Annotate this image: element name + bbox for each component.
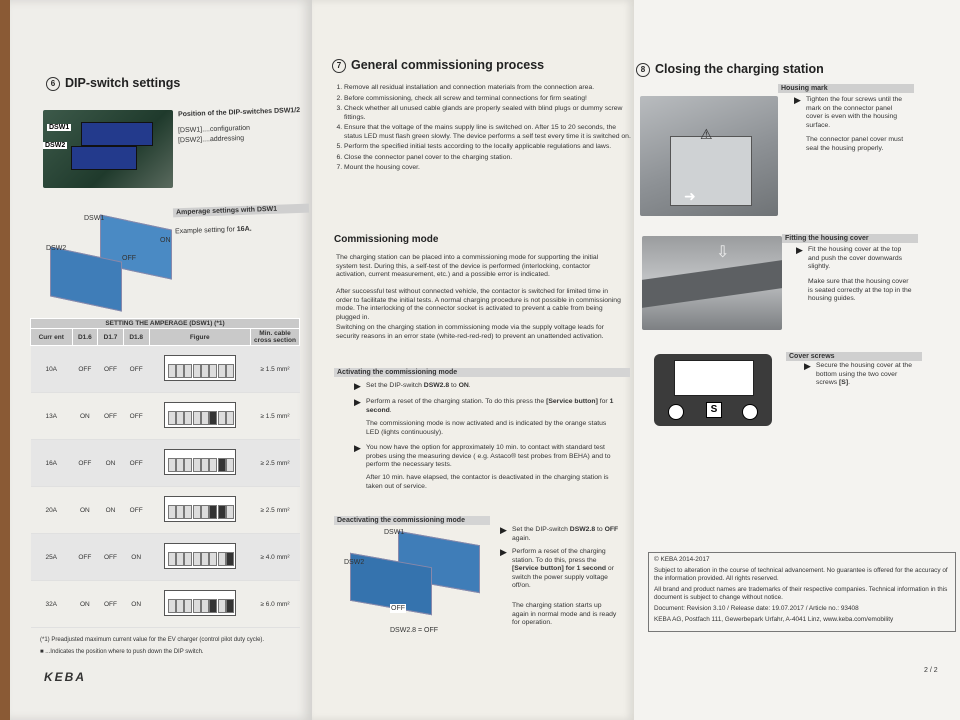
dip-switch-figure	[164, 543, 236, 569]
cell-current: 20A	[31, 487, 73, 534]
commissioning-para-1: The charging station can be placed into a commissioning mode for supporting the initial system test. During this, a self-test of the device is performed (interlocking, contactor activation, current measurement, etc.) and a possible error is indicated.	[336, 254, 599, 278]
diagram-label-off: OFF	[122, 255, 136, 262]
cell-current: 10A	[31, 346, 73, 393]
dip-switch-figure	[164, 590, 236, 616]
step-2: 2. Before commissioning, check all screw and terminal connections for firm seating!	[344, 95, 634, 104]
cell-d16: ON	[72, 581, 98, 628]
cell-current: 16A	[31, 440, 73, 487]
dip-switch-figure	[164, 355, 236, 381]
section-title-closing: 8 Closing the charging station	[636, 62, 824, 77]
dip-switch-photo	[43, 110, 173, 188]
footnote-2: ■ ...Indicates the position where to push down the DIP switch.	[40, 649, 204, 655]
cell-d18: OFF	[123, 440, 149, 487]
cell-current: 25A	[31, 534, 73, 581]
col-d16: D1.6	[72, 329, 98, 346]
col-figure: Figure	[149, 329, 250, 346]
cell-d18: OFF	[123, 393, 149, 440]
cell-cable: ≥ 6.0 mm²	[251, 581, 300, 628]
dsw1-description: [DSW1]....configuration	[177, 124, 251, 135]
housing-mark-note: The connector panel cover must seal the housing properly.	[806, 136, 904, 152]
commissioning-para-2: After successful test without connected vehicle, the contactor is switched for limited time in order to facilitate the initial tests. A normal charging procedure is not possible in commissioning mode. The interlocking of the connector socket is activated to prevent a cable from being plugged in.	[336, 288, 621, 321]
dsw2-description: [DSW2]....addressing	[177, 134, 245, 145]
step-5: 5. Perform the specified initial tests according to the locally applicable regulations and laws.	[344, 143, 634, 152]
cell-d16: ON	[72, 393, 98, 440]
cell-current: 32A	[31, 581, 73, 628]
cell-d17: OFF	[98, 581, 124, 628]
cell-d18: ON	[123, 581, 149, 628]
activate-note-1: The commissioning mode is now activated and is indicated by the orange status LED (lights continuously).	[366, 420, 607, 436]
deactivate-step-2: ▶ Perform a reset of the charging station. To do this, press the [Service button] for 1 second or switch the power supply voltage off/on.	[500, 547, 614, 589]
section-title-commissioning: 7 General commissioning process	[332, 58, 544, 73]
photo-label-dsw1: DSW1	[49, 124, 70, 131]
cell-d18: OFF	[123, 487, 149, 534]
deact-label-dsw2: DSW2	[344, 559, 365, 566]
fitting-cover-note: Make sure that the housing cover is seated correctly at the top in the housing guides.	[808, 278, 912, 302]
screw-s-label: S	[706, 402, 722, 418]
deactivate-note: The charging station starts up again in normal mode and is ready for operation.	[512, 602, 617, 626]
cell-d16: OFF	[72, 346, 98, 393]
diagram-label-dsw1: DSW1	[84, 215, 105, 222]
footnote-1: (*1) Preadjusted maximum current value for the EV charger (control pilot duty cycle).	[40, 637, 265, 643]
dip-diagram-dsw28-off	[340, 528, 490, 638]
table-row	[31, 581, 300, 628]
activate-step-1: ▶ Set the DIP-switch DSW2.8 to ON.	[354, 381, 471, 391]
cell-figure	[149, 581, 250, 628]
cover-screws-step: ▶ Secure the housing cover at the bottom using the two cover screws [S].	[804, 361, 912, 386]
cell-current: 13A	[31, 393, 73, 440]
dip-diagram-16a	[40, 214, 180, 314]
cover-screws-heading: Cover screws	[786, 352, 922, 361]
cover-screws-drawing	[654, 354, 772, 426]
table-row	[31, 487, 300, 534]
cell-d17: ON	[98, 440, 124, 487]
amperage-heading: Amperage settings with DSW1	[173, 204, 309, 218]
commissioning-steps	[330, 84, 634, 175]
col-d18: D1.8	[123, 329, 149, 346]
cell-cable: ≥ 1.5 mm²	[251, 346, 300, 393]
deactivate-step-1: ▶ Set the DIP-switch DSW2.8 to OFF again.	[500, 525, 619, 542]
page-number: 2 / 2	[924, 667, 938, 674]
section-title-dip: 6 DIP-switch settings	[46, 76, 180, 91]
cell-d17: OFF	[98, 534, 124, 581]
cell-cable: ≥ 2.5 mm²	[251, 440, 300, 487]
cell-figure	[149, 346, 250, 393]
fitting-cover-step: ▶ Fit the housing cover at the top and push the cover downwards slightly.	[796, 245, 903, 270]
legal-text-1: Subject to alteration in the course of technical advancement. No guarantee is offered for the accuracy of the information provided. All rights reserved.	[654, 567, 948, 582]
cell-d17: ON	[98, 487, 124, 534]
dip-switch-figure	[164, 449, 236, 475]
legal-text-2: All brand and product names are trademarks of their respective companies. Technical information in this document is subject to change without notice.	[654, 586, 948, 601]
housing-mark-step: ▶ Tighten the four screws until the mark on the connector panel cover is even with the housing surface.	[794, 95, 903, 129]
table-title: SETTING THE AMPERAGE (DSW1) (*1)	[31, 319, 300, 329]
document-info: Document: Revision 3.10 / Release date: 19.07.2017 / Article no.: 93408	[654, 605, 859, 612]
dip-switch-panel	[10, 0, 312, 720]
step-3: 3. Check whether all unused cable glands are properly sealed with blind plugs or dummy screw fittings.	[344, 105, 634, 122]
step-7: 7. Mount the housing cover.	[344, 164, 634, 173]
company-address: KEBA AG, Postfach 111, Gewerbepark Urfahr, A-4041 Linz, www.keba.com/emobility	[654, 616, 894, 623]
cell-d16: ON	[72, 487, 98, 534]
screw-left-icon	[668, 404, 684, 420]
cell-d16: OFF	[72, 440, 98, 487]
section-number: 6	[46, 77, 60, 91]
housing-mark-heading: Housing mark	[778, 84, 914, 93]
cell-d17: OFF	[98, 346, 124, 393]
cell-figure	[149, 534, 250, 581]
keba-logo: KEBA	[44, 670, 87, 684]
cell-d18: OFF	[123, 346, 149, 393]
deact-label-off: OFF	[391, 605, 405, 612]
commissioning-para-3: Switching on the charging station in commissioning mode via the supply voltage leads for security reasons in an error state (white-red-red-red) to prevent an unattended activation.	[336, 324, 604, 340]
legal-footer	[648, 552, 956, 632]
activating-heading: Activating the commissioning mode	[334, 368, 630, 377]
table-row	[31, 534, 300, 581]
step-1: 1. Remove all residual installation and connection materials from the connection area.	[344, 84, 634, 93]
col-d17: D1.7	[98, 329, 124, 346]
deact-label-dsw1: DSW1	[384, 529, 405, 536]
col-cable: Min. cable cross section	[251, 329, 300, 346]
dip-switch-figure	[164, 496, 236, 522]
cell-cable: ≥ 2.5 mm²	[251, 487, 300, 534]
step-4: 4. Ensure that the voltage of the mains supply line is switched on. After 15 to 20 seconds, the status LED must flash green slowly. The device performs a self test every time it is switched on.	[344, 124, 634, 141]
deact-caption: DSW2.8 = OFF	[390, 627, 439, 634]
fitting-cover-heading: Fitting the housing cover	[782, 234, 918, 243]
copyright: © KEBA 2014-2017	[654, 556, 710, 563]
cell-figure	[149, 440, 250, 487]
commissioning-mode-title: Commissioning mode	[334, 234, 439, 245]
fitting-cover-photo	[642, 236, 782, 330]
screw-right-icon	[742, 404, 758, 420]
activate-step-3: ▶ You now have the option for approximately 10 min. to contact with standard test probes using the measuring device ( e.g. Astaco® test probes from BEHA) and to perform the necessary tests.	[354, 443, 611, 468]
warning-icon: ⚠	[700, 126, 713, 142]
dip-position-heading: Position of the DIP-switches DSW1/2	[177, 107, 301, 119]
table-row	[31, 393, 300, 440]
down-arrow-icon: ⇩	[716, 244, 730, 261]
cell-figure	[149, 393, 250, 440]
cell-d17: OFF	[98, 393, 124, 440]
activate-step-2: ▶ Perform a reset of the charging station. To do this press the [Service button] for 1 second.	[354, 397, 614, 414]
table-row	[31, 346, 300, 393]
amperage-table	[30, 318, 300, 628]
col-current: Curr ent	[31, 329, 73, 346]
amperage-example: Example setting for 16A.	[174, 225, 252, 236]
activate-note-2: After 10 min. have elapsed, the contactor is deactivated in the charging station is taken out of service.	[366, 474, 609, 490]
step-6: 6. Close the connector panel cover to the charging station.	[344, 154, 634, 163]
deactivating-heading: Deactivating the commissioning mode	[334, 516, 490, 525]
diagram-label-on: ON	[160, 237, 171, 244]
arrow-icon: ➜	[684, 188, 696, 204]
housing-mark-photo	[640, 96, 778, 216]
diagram-label-dsw2: DSW2	[46, 245, 67, 252]
cell-figure	[149, 487, 250, 534]
cell-d16: OFF	[72, 534, 98, 581]
cell-cable: ≥ 1.5 mm²	[251, 393, 300, 440]
table-row	[31, 440, 300, 487]
photo-label-dsw2: DSW2	[45, 142, 66, 149]
dip-switch-figure	[164, 402, 236, 428]
cell-d18: ON	[123, 534, 149, 581]
cell-cable: ≥ 4.0 mm²	[251, 534, 300, 581]
